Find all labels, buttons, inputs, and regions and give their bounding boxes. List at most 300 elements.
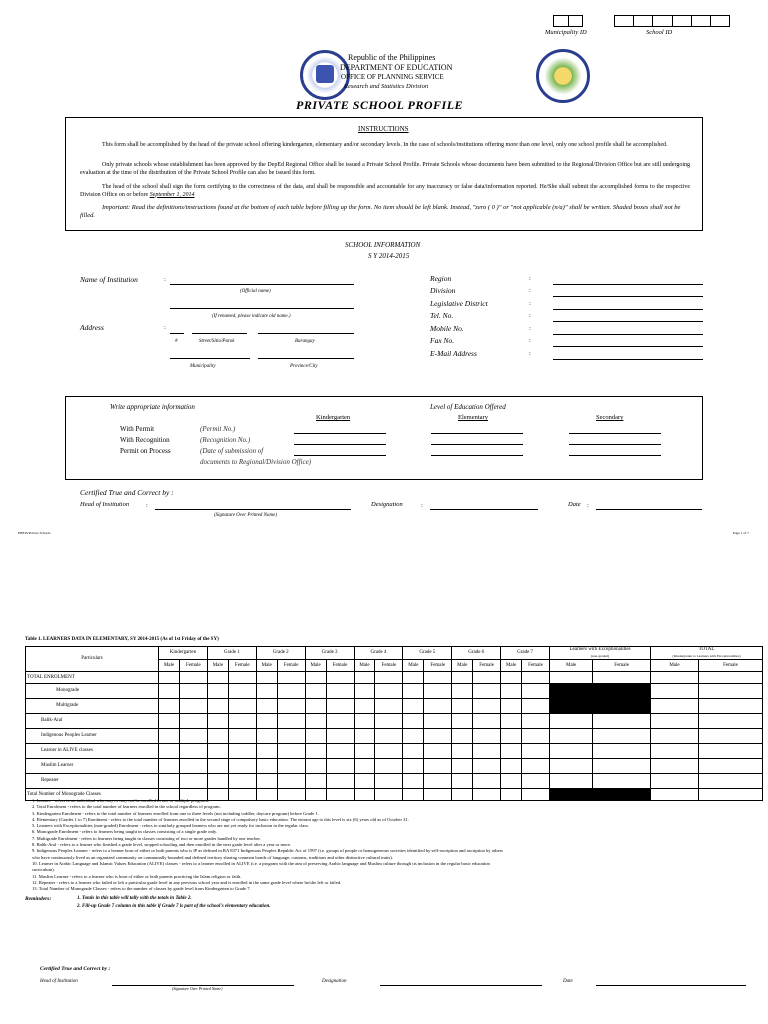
school-info-heading: SCHOOL INFORMATION [345,241,421,249]
data-cell[interactable] [698,774,762,789]
data-cell[interactable] [256,759,277,774]
data-cell[interactable] [501,759,522,774]
data-cell[interactable] [501,714,522,729]
data-cell[interactable] [424,759,452,774]
instructions-p3 [80,184,690,199]
total-header [651,647,763,660]
data-cell[interactable] [159,699,180,714]
definition-note: 4. Elementary (Grades 1 to 7) Enrolment - refers to the total number of learners enrolled in the second stage of compulsory basic education. The entrant age to this level is six (6) years old as of October 31. [32,816,409,822]
table-row [26,744,763,759]
data-cell[interactable] [207,774,228,789]
elem-recognition-field[interactable] [431,444,523,445]
data-cell[interactable] [522,672,550,684]
data-cell[interactable] [473,774,501,789]
data-cell[interactable] [522,684,550,699]
region-field[interactable] [553,284,703,285]
data-cell[interactable] [593,759,651,774]
address-municipality-field[interactable] [170,358,250,359]
elem-process-field[interactable] [431,455,523,456]
data-cell[interactable] [228,672,256,684]
addr-province-hint: Province/City [290,364,318,369]
reminder-1: 1. Totals in this table will tally with the totals in Table 2. [77,896,192,901]
data-cell[interactable] [522,774,550,789]
data-cell[interactable] [550,714,593,729]
data-cell[interactable] [256,684,277,699]
kinder-recognition-field[interactable] [294,444,386,445]
data-cell[interactable] [550,672,593,684]
female-header: Female [277,660,305,672]
exc-sub: (non-graded) [590,654,610,658]
grade-header: Grade 4 [354,647,403,660]
instructions-heading: INSTRUCTIONS [358,125,409,133]
addr-municipality-hint: Municipality [190,364,216,369]
data-cell[interactable] [698,672,762,684]
data-cell[interactable] [159,729,180,744]
instructions-p2: Only private schools whose establishment has been approved by the DepEd Regional Office shall be issued a Private School Profile. Private Schools whose documents have been submitted to the Regional/Division Office but are still undergoing evaluation at the time of the distribution of the Private School Profile can also be issued this form. [80,162,690,176]
data-cell[interactable] [256,774,277,789]
grade-header: Grade 5 [403,647,452,660]
definition-note: 9. Indigenous Peoples Learner - refers to a learner born of either or both parents who is IP as defined in RA 8371 Indigenous Peoples Republic Act of 1997 (i.e. groups of people or homogeneous societies identified by self-ascription and ascription by others [32,848,503,854]
data-cell[interactable] [228,684,256,699]
colon: : [529,287,531,294]
grade-header: Grade 1 [207,647,256,660]
data-cell[interactable] [424,714,452,729]
data-cell[interactable] [452,744,473,759]
particulars-header: Particulars [26,647,159,672]
female-header: Female [326,660,354,672]
definitions-notes [32,798,760,892]
permit-process-label: Permit on Process [120,447,171,455]
data-cell[interactable] [228,759,256,774]
data-cell[interactable] [550,759,593,774]
data-cell[interactable] [326,684,354,699]
data-cell[interactable] [375,759,403,774]
data-cell[interactable] [256,714,277,729]
data-cell[interactable] [228,744,256,759]
table-row [26,699,763,714]
data-cell[interactable] [326,759,354,774]
data-cell[interactable] [375,672,403,684]
data-cell[interactable] [326,744,354,759]
data-cell[interactable] [651,744,699,759]
data-cell[interactable] [326,774,354,789]
data-cell[interactable] [593,744,651,759]
data-cell[interactable] [403,729,424,744]
table1-title: Table 1. LEARNERS DATA IN ELEMENTARY, SY 2014-2015 (As of 1st Friday of the SY) [25,637,219,642]
data-cell[interactable] [501,684,522,699]
date-submission-hint: (Date of submission of [200,447,264,455]
data-cell[interactable] [403,684,424,699]
data-cell[interactable] [326,672,354,684]
kinder-permit-field[interactable] [294,433,386,434]
instructions-p4: Important: Read the definitions/instructions found at the bottom of each table before filling up the form. No item should be left blank. Instead, "zero ( 0 )" or "not applicable (n/a)" shall be written. Shaded boxes shall not be filled. [80,204,681,219]
instructions-p1: This form shall be accomplished by the head of the private school offering kindergarten, elementary and/or secondary levels. In the case of schools/institutions offering more than one level, only one school profile shall be accomplished. [102,142,668,148]
shaded-cell [550,684,593,699]
data-cell[interactable] [651,759,699,774]
division-text: Research and Statistics Division [344,83,429,90]
data-cell[interactable] [522,729,550,744]
with-permit-label: With Permit [120,425,155,433]
tel-no-label: Tel. No. [430,311,454,320]
tel-no-field[interactable] [553,321,703,322]
data-cell[interactable] [452,672,473,684]
municipality-id-box[interactable] [553,15,583,27]
data-cell[interactable] [159,744,180,759]
data-cell[interactable] [403,714,424,729]
elem-permit-field[interactable] [431,433,523,434]
data-cell[interactable] [354,684,375,699]
grade-header: Grade 2 [256,647,305,660]
certified-label-2: Certified True and Correct by : [40,966,111,972]
old-name-field[interactable] [170,308,354,309]
data-cell[interactable] [305,774,326,789]
data-cell[interactable] [424,744,452,759]
table-row [26,759,763,774]
row-label: Balik-Aral [26,714,159,729]
table-row [26,774,763,789]
row-label: TOTAL ENROLMENT [26,672,159,684]
definition-note: who have continuously lived as an organized community on communally bounded and defined territory sharing common bonds of language, customs, traditions and other distinctive cultural traits). [32,854,393,860]
footer-page: Page 1 of 7 [733,531,749,535]
data-cell[interactable] [522,744,550,759]
designation-field[interactable] [430,509,538,510]
data-cell[interactable] [501,672,522,684]
data-cell[interactable] [698,759,762,774]
data-cell[interactable] [522,714,550,729]
addr-no-hint: # [175,339,178,344]
data-cell[interactable] [354,759,375,774]
female-header: Female [698,660,762,672]
data-cell[interactable] [473,729,501,744]
documents-to-hint: documents to Regional/Division Office) [200,458,312,466]
data-cell[interactable] [473,714,501,729]
data-cell[interactable] [403,744,424,759]
female-header: Female [179,660,207,672]
data-cell[interactable] [305,672,326,684]
planning-service-seal-icon [536,49,590,103]
data-cell[interactable] [179,729,207,744]
data-cell[interactable] [651,729,699,744]
female-header: Female [473,660,501,672]
shaded-cell [593,684,651,699]
row-label: Muslim Learner [26,759,159,774]
male-header: Male [305,660,326,672]
data-cell[interactable] [207,684,228,699]
grade-header: Grade 6 [452,647,501,660]
date-field-2[interactable] [596,985,746,986]
data-cell[interactable] [207,759,228,774]
school-id-box[interactable] [614,15,730,27]
data-cell[interactable] [277,684,305,699]
fax-no-field[interactable] [553,346,703,347]
data-cell[interactable] [522,699,550,714]
mobile-no-label: Mobile No. [430,324,464,333]
data-cell[interactable] [651,684,699,699]
data-cell[interactable] [305,684,326,699]
data-cell[interactable] [375,729,403,744]
data-cell[interactable] [375,699,403,714]
data-cell[interactable] [593,729,651,744]
data-cell[interactable] [354,744,375,759]
data-cell[interactable] [277,714,305,729]
table-row [26,729,763,744]
data-cell[interactable] [326,699,354,714]
data-cell[interactable] [550,729,593,744]
data-cell[interactable] [452,699,473,714]
data-cell[interactable] [159,714,180,729]
male-header: Male [207,660,228,672]
data-cell[interactable] [277,744,305,759]
data-cell[interactable] [452,759,473,774]
designation-label-2: Designation [322,979,347,984]
definition-note: 10. Learner in Arabic Language and Islamic Values Education (ALIVE) classes - refers to a learner enrolled in ALIVE (i.e. a program with the aim of preserving Arabic language and Muslim culture through its inclusion in the regular basic education [32,860,490,866]
data-cell[interactable] [501,774,522,789]
data-cell[interactable] [550,744,593,759]
data-cell[interactable] [207,699,228,714]
table-row [26,714,763,729]
data-cell[interactable] [424,684,452,699]
data-cell[interactable] [698,699,762,714]
data-cell[interactable] [375,684,403,699]
division-label: Division [430,286,456,295]
data-cell[interactable] [375,714,403,729]
designation-field-2[interactable] [380,985,542,986]
colon: : [421,502,423,509]
row-label: Monograde [26,684,159,699]
definition-note: 7. Multigrade Enrolment - refers to learners being taught in classes consisting of two or more grades handled by one teacher. [32,835,261,841]
address-barangay-field[interactable] [258,333,354,334]
data-cell[interactable] [473,744,501,759]
data-cell[interactable] [228,714,256,729]
data-cell[interactable] [354,699,375,714]
data-cell[interactable] [698,744,762,759]
data-cell[interactable] [698,684,762,699]
kinder-process-field[interactable] [294,455,386,456]
levels-box [65,396,703,480]
data-cell[interactable] [473,699,501,714]
data-cell[interactable] [698,729,762,744]
data-cell[interactable] [179,774,207,789]
data-cell[interactable] [354,774,375,789]
data-cell[interactable] [651,699,699,714]
row-label: Learner in ALIVE classes [26,744,159,759]
shaded-cell [593,699,651,714]
colon: : [529,350,531,357]
definition-note: 3. Kindergarten Enrolment - refers to the total number of learners enrolled from one to three levels (not including toddler, daycare program) before Grade 1. [32,810,319,816]
colon: : [587,502,589,509]
data-cell[interactable] [228,729,256,744]
male-header: Male [550,660,593,672]
data-cell[interactable] [179,714,207,729]
date-label: Date [568,501,581,508]
data-cell[interactable] [207,672,228,684]
sec-recognition-field[interactable] [569,444,661,445]
head-signature-field[interactable] [155,509,351,510]
definition-note: 5. Learners with Exceptionalities (non-graded) Enrolment - refers to similarly grouped learners who are not yet ready for inclusion in the regular class. [32,823,310,829]
data-cell[interactable] [651,672,699,684]
instructions-box [65,117,703,231]
sec-permit-field[interactable] [569,433,661,434]
data-cell[interactable] [256,744,277,759]
data-cell[interactable] [228,699,256,714]
data-cell[interactable] [277,699,305,714]
municipality-id-label: Municipality ID [545,29,587,36]
address-street-field[interactable] [192,333,247,334]
republic-text: Republic of the Philippines [348,53,436,62]
data-cell[interactable] [277,759,305,774]
data-cell[interactable] [452,714,473,729]
data-cell[interactable] [452,729,473,744]
data-cell[interactable] [207,744,228,759]
male-header: Male [256,660,277,672]
row-label: Multigrade [26,699,159,714]
data-cell[interactable] [179,699,207,714]
data-cell[interactable] [159,774,180,789]
data-cell[interactable] [403,774,424,789]
fax-no-label: Fax No. [430,336,455,345]
signature-hint-2: (Signature Over Printed Name) [172,986,223,991]
definition-note: curriculum). [32,867,55,873]
email-field[interactable] [553,359,703,360]
learners-table [25,646,763,801]
data-cell[interactable] [354,714,375,729]
male-header: Male [651,660,699,672]
data-cell[interactable] [305,744,326,759]
office-text: OFFICE OF PLANNING SERVICE [341,73,444,81]
data-cell[interactable] [179,744,207,759]
data-cell[interactable] [403,759,424,774]
row-label: Indigenous Peoples Learner [26,729,159,744]
official-name-hint: (Official name) [240,289,271,294]
email-label: E-Mail Address [430,349,477,358]
definition-note: 11. Muslim Learner - refers to a learner who is born of either or both parents practicing the Islam religion or faith. [32,873,242,879]
data-cell[interactable] [305,759,326,774]
male-header: Male [159,660,180,672]
table-row [26,672,763,684]
female-header: Female [228,660,256,672]
data-cell[interactable] [593,714,651,729]
data-cell[interactable] [501,699,522,714]
legislative-district-label: Legislative District [430,299,488,308]
female-header: Female [522,660,550,672]
certified-label: Certified True and Correct by : [80,488,174,497]
head-institution-label: Head of Institution [80,501,130,508]
colon: : [164,324,166,331]
data-cell[interactable] [159,672,180,684]
recognition-no-hint: (Recognition No.) [200,436,251,444]
mobile-no-field[interactable] [553,334,703,335]
data-cell[interactable] [550,774,593,789]
definition-note: 2. Total Enrolment - refers to the total number of learners enrolled in the school regardless of program. [32,804,221,810]
address-label: Address [80,323,104,332]
definition-note: 6. Monograde Enrolment - refers to learners being taught in classes consisting of a single grade only. [32,829,218,835]
deadline-date: September 1, 2014 [149,191,195,198]
data-cell[interactable] [452,684,473,699]
definition-note: 8. Balik-Aral - refers to a learner who finished a grade level, stopped schooling and then enrolled in the next grade level after a year or more. [32,842,292,848]
data-cell[interactable] [277,729,305,744]
grade-header: Grade 3 [305,647,354,660]
row-label: Repeater [26,774,159,789]
data-cell[interactable] [424,729,452,744]
data-cell[interactable] [473,672,501,684]
data-cell[interactable] [179,672,207,684]
data-cell[interactable] [424,774,452,789]
data-cell[interactable] [473,759,501,774]
data-cell[interactable] [501,729,522,744]
colon: : [146,502,148,509]
data-cell[interactable] [501,744,522,759]
data-cell[interactable] [651,774,699,789]
data-cell[interactable] [698,714,762,729]
address-province-field[interactable] [258,358,354,359]
data-cell[interactable] [593,774,651,789]
data-cell[interactable] [256,672,277,684]
data-cell[interactable] [305,699,326,714]
colon: : [529,275,531,282]
male-header: Male [452,660,473,672]
institution-name-field[interactable] [170,284,354,285]
data-cell[interactable] [179,684,207,699]
data-cell[interactable] [228,774,256,789]
data-cell[interactable] [375,744,403,759]
legislative-district-field[interactable] [553,309,703,310]
date-label-2: Date [563,979,573,984]
data-cell[interactable] [207,714,228,729]
data-cell[interactable] [593,672,651,684]
data-cell[interactable] [277,774,305,789]
data-cell[interactable] [403,699,424,714]
data-cell[interactable] [473,684,501,699]
data-cell[interactable] [326,729,354,744]
form-title: PRIVATE SCHOOL PROFILE [296,98,464,112]
data-cell[interactable] [207,729,228,744]
row-label: Total Number of Monograde Classes [26,789,159,801]
head-institution-label-2: Head of Institution [40,979,78,984]
date-field[interactable] [596,509,702,510]
definition-note: 13. Total Number of Monograde Classes - refers to the number of classes by grade level from Kindergarten to Grade 7. [32,886,251,892]
school-id-label: School ID [646,29,673,36]
total-title: TOTAL [698,647,715,652]
table-row [26,684,763,699]
colon: : [164,276,166,283]
data-cell[interactable] [159,759,180,774]
colon: : [529,312,531,319]
data-cell[interactable] [424,672,452,684]
data-cell[interactable] [354,672,375,684]
data-cell[interactable] [277,672,305,684]
data-cell[interactable] [522,759,550,774]
write-info-label: Write appropriate information [110,403,195,411]
data-cell[interactable] [305,729,326,744]
data-cell[interactable] [403,672,424,684]
data-cell[interactable] [305,714,326,729]
data-cell[interactable] [651,714,699,729]
data-cell[interactable] [256,729,277,744]
data-cell[interactable] [326,714,354,729]
sec-process-field[interactable] [569,455,661,456]
data-cell[interactable] [159,684,180,699]
data-cell[interactable] [452,774,473,789]
data-cell[interactable] [424,699,452,714]
division-field[interactable] [553,296,703,297]
female-header: Female [424,660,452,672]
data-cell[interactable] [179,759,207,774]
male-header: Male [501,660,522,672]
data-cell[interactable] [354,729,375,744]
address-number-field[interactable] [170,333,184,334]
data-cell[interactable] [256,699,277,714]
data-cell[interactable] [375,774,403,789]
